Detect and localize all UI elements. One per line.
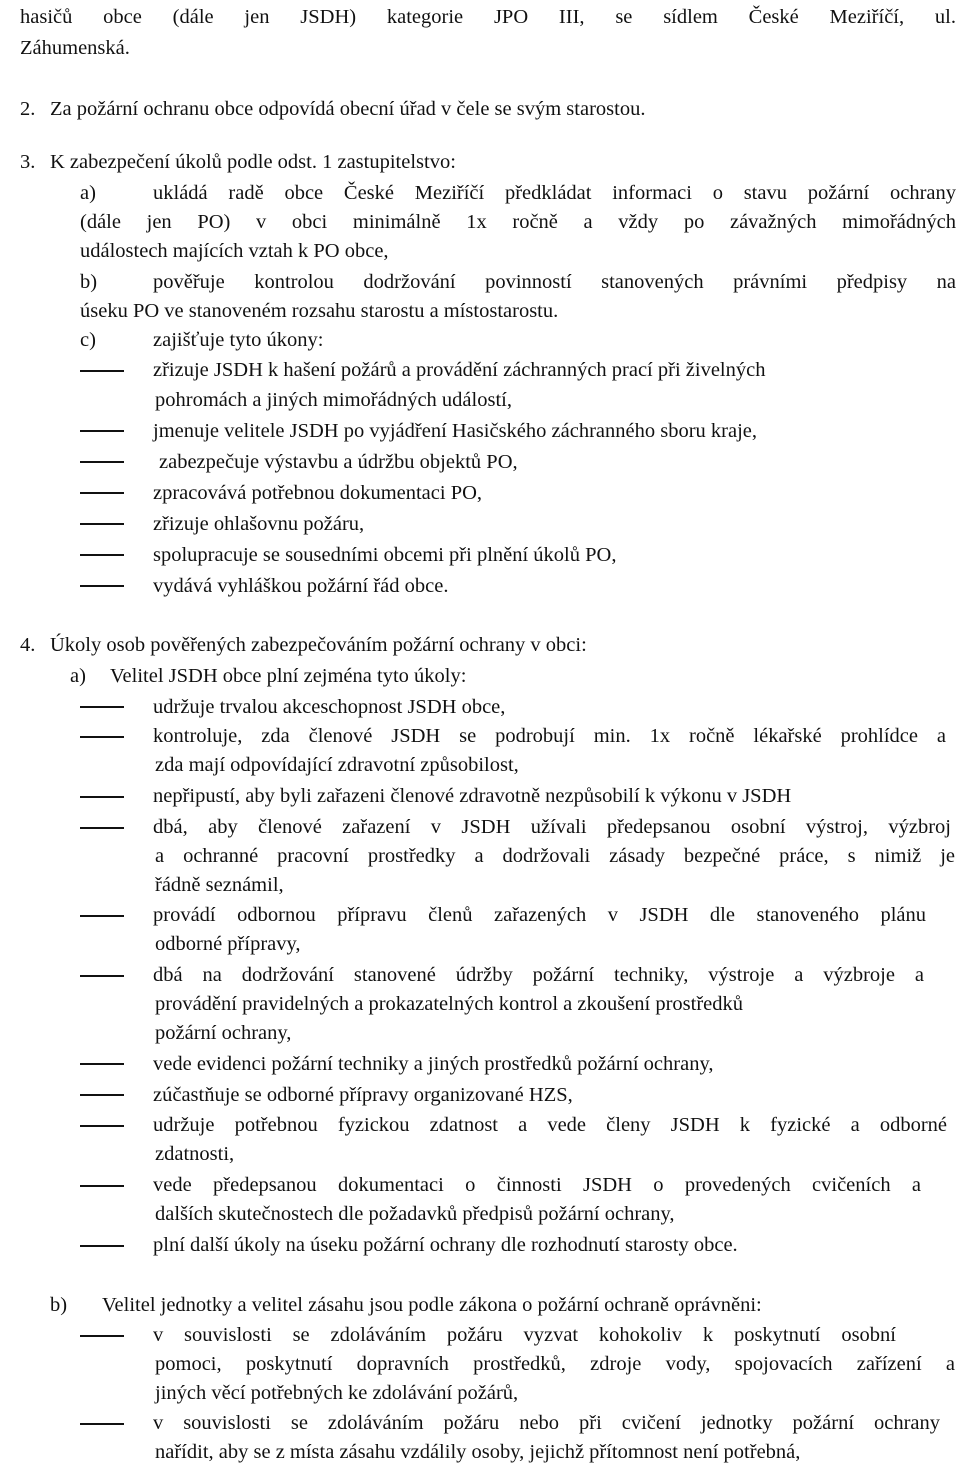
dash-bullet bbox=[80, 915, 124, 917]
item-4a-dash-6-line-2: provádění pravidelných a prokazatelných kontrol a zkoušení prostředků bbox=[155, 993, 744, 1015]
dash-bullet bbox=[80, 430, 124, 432]
item-4b-label: b) bbox=[50, 1294, 68, 1316]
item-4b-dash-1-line-2: pomoci, poskytnutí dopravních prostředků, zdroje vody, spojovacích zařízení a bbox=[155, 1353, 955, 1375]
item-4b-dash-1-line-3: jiných věcí potřebných ke zdolávání požárů, bbox=[155, 1382, 519, 1404]
dash-bullet bbox=[80, 1335, 124, 1337]
intro-line-1: hasičů obce (dále jen JSDH) kategorie JPO III, se sídlem České Meziříčí, ul. bbox=[20, 6, 956, 28]
item-3c-dash-1-line-2: pohromách a jiných mimořádných událostí, bbox=[155, 389, 512, 411]
item-4a-dash-6-line-3: požární ochrany, bbox=[155, 1022, 292, 1044]
item-4a-lead: Velitel JSDH obce plní zejména tyto úkoly: bbox=[110, 665, 467, 687]
item-4b-dash-2-line-2: nařídit, aby se z místa zásahu vzdálily osoby, jejichž přítomnost není potřebná, bbox=[155, 1441, 801, 1463]
dash-bullet bbox=[80, 975, 124, 977]
dash-bullet bbox=[80, 370, 124, 372]
dash-bullet bbox=[80, 492, 124, 494]
item-4b-dash-2-line-1: v souvislosti se zdoláváním požáru nebo při cvičení jednotky požární ochrany bbox=[153, 1412, 940, 1434]
item-4a-dash-2-line-1: kontroluje, zda členové JSDH se podrobují min. 1x ročně lékařské prohlídce a bbox=[153, 725, 946, 747]
dash-bullet bbox=[80, 461, 124, 463]
item-3c-label: c) bbox=[80, 329, 96, 351]
item-4b-dash-1-line-1: v souvislosti se zdoláváním požáru vyzvat kohokoliv k poskytnutí osobní bbox=[153, 1324, 896, 1346]
item-4a-dash-4-line-1: dbá, aby členové zařazení v JSDH užívali předepsanou osobní výstroj, výzbroj bbox=[153, 816, 951, 838]
dash-bullet bbox=[80, 1094, 124, 1096]
item-4a-dash-11: plní další úkoly na úseku požární ochrany dle rozhodnutí starosty obce. bbox=[153, 1234, 738, 1256]
item-3c-dash-4: zpracovává potřebnou dokumentaci PO, bbox=[153, 482, 483, 504]
item-4a-dash-3: nepřipustí, aby byli zařazeni členové zdravotně nezpůsobilí k výkonu v JSDH bbox=[153, 785, 792, 807]
item-3c-dash-5: zřizuje ohlašovnu požáru, bbox=[153, 513, 365, 535]
dash-bullet bbox=[80, 827, 124, 829]
item-3c-dash-2: jmenuje velitele JSDH po vyjádření Hasičského záchranného sboru kraje, bbox=[153, 420, 757, 442]
item-4a-dash-1: udržuje trvalou akceschopnost JSDH obce, bbox=[153, 696, 506, 718]
item-3c-dash-7: vydává vyhláškou požární řád obce. bbox=[153, 575, 449, 597]
item-2-text: Za požární ochranu obce odpovídá obecní úřad v čele se svým starostou. bbox=[50, 98, 646, 120]
item-4-number: 4. bbox=[20, 634, 36, 656]
item-2-number: 2. bbox=[20, 98, 36, 120]
item-3a-label: a) bbox=[80, 182, 96, 204]
intro-line-2: Záhumenská. bbox=[20, 37, 130, 59]
item-3c-dash-6: spolupracuje se sousedními obcemi při plnění úkolů PO, bbox=[153, 544, 617, 566]
item-3a-line-2: (dále jen PO) v obci minimálně 1x ročně a vždy po závažných mimořádných bbox=[80, 211, 956, 233]
item-4a-label: a) bbox=[70, 665, 86, 687]
item-4a-dash-7: vede evidenci požární techniky a jiných prostředků požární ochrany, bbox=[153, 1053, 714, 1075]
item-4a-dash-5-line-1: provádí odbornou přípravu členů zařazených v JSDH dle stanoveného plánu bbox=[153, 904, 926, 926]
dash-bullet bbox=[80, 554, 124, 556]
item-3b-line-2: úseku PO ve stanoveném rozsahu starostu a místostarostu. bbox=[80, 300, 559, 322]
item-4a-dash-8: zúčastňuje se odborné přípravy organizované HZS, bbox=[153, 1084, 573, 1106]
item-4a-dash-2-line-2: zda mají odpovídající zdravotní způsobilost, bbox=[155, 754, 519, 776]
item-4b-lead: Velitel jednotky a velitel zásahu jsou podle zákona o požární ochraně oprávněni: bbox=[102, 1294, 762, 1316]
item-3a-line-3: událostech majících vztah k PO obce, bbox=[80, 240, 389, 262]
item-4a-dash-9-line-2: zdatnosti, bbox=[155, 1143, 235, 1165]
item-4a-dash-6-line-1: dbá na dodržování stanovené údržby požární techniky, výstroje a výzbroje a bbox=[153, 964, 924, 986]
item-4a-dash-4-line-2: a ochranné pracovní prostředky a dodržovali zásady bezpečné práce, s nimiž je bbox=[155, 845, 955, 867]
item-4-lead: Úkoly osob pověřených zabezpečováním požární ochrany v obci: bbox=[50, 634, 587, 656]
item-4a-dash-5-line-2: odborné přípravy, bbox=[155, 933, 301, 955]
item-3c-dash-3: zabezpečuje výstavbu a údržbu objektů PO, bbox=[159, 451, 518, 473]
dash-bullet bbox=[80, 796, 124, 798]
item-4a-dash-4-line-3: řádně seznámil, bbox=[155, 874, 284, 896]
dash-bullet bbox=[80, 1185, 124, 1187]
dash-bullet bbox=[80, 1245, 124, 1247]
dash-bullet bbox=[80, 523, 124, 525]
dash-bullet bbox=[80, 585, 124, 587]
item-4a-dash-10-line-1: vede předepsanou dokumentaci o činnosti JSDH o provedených cvičeních a bbox=[153, 1174, 921, 1196]
dash-bullet bbox=[80, 1423, 124, 1425]
item-3b-label: b) bbox=[80, 271, 98, 293]
item-3-number: 3. bbox=[20, 151, 36, 173]
item-3c-dash-1-line-1: zřizuje JSDH k hašení požárů a provádění záchranných prací při živelných bbox=[153, 359, 766, 381]
item-3b-line-1: pověřuje kontrolou dodržování povinností stanovených právními předpisy na bbox=[153, 271, 956, 293]
dash-bullet bbox=[80, 706, 124, 708]
item-3a-line-1: ukládá radě obce České Meziříčí předkládat informaci o stavu požární ochrany bbox=[153, 182, 956, 204]
item-3c-lead: zajišťuje tyto úkony: bbox=[153, 329, 324, 351]
item-4a-dash-9-line-1: udržuje potřebnou fyzickou zdatnost a vede členy JSDH k fyzické a odborné bbox=[153, 1114, 947, 1136]
dash-bullet bbox=[80, 1125, 124, 1127]
item-3-lead: K zabezpečení úkolů podle odst. 1 zastupitelstvo: bbox=[50, 151, 456, 173]
dash-bullet bbox=[80, 1063, 124, 1065]
item-4a-dash-10-line-2: dalších skutečnostech dle požadavků předpisů požární ochrany, bbox=[155, 1203, 675, 1225]
dash-bullet bbox=[80, 736, 124, 738]
